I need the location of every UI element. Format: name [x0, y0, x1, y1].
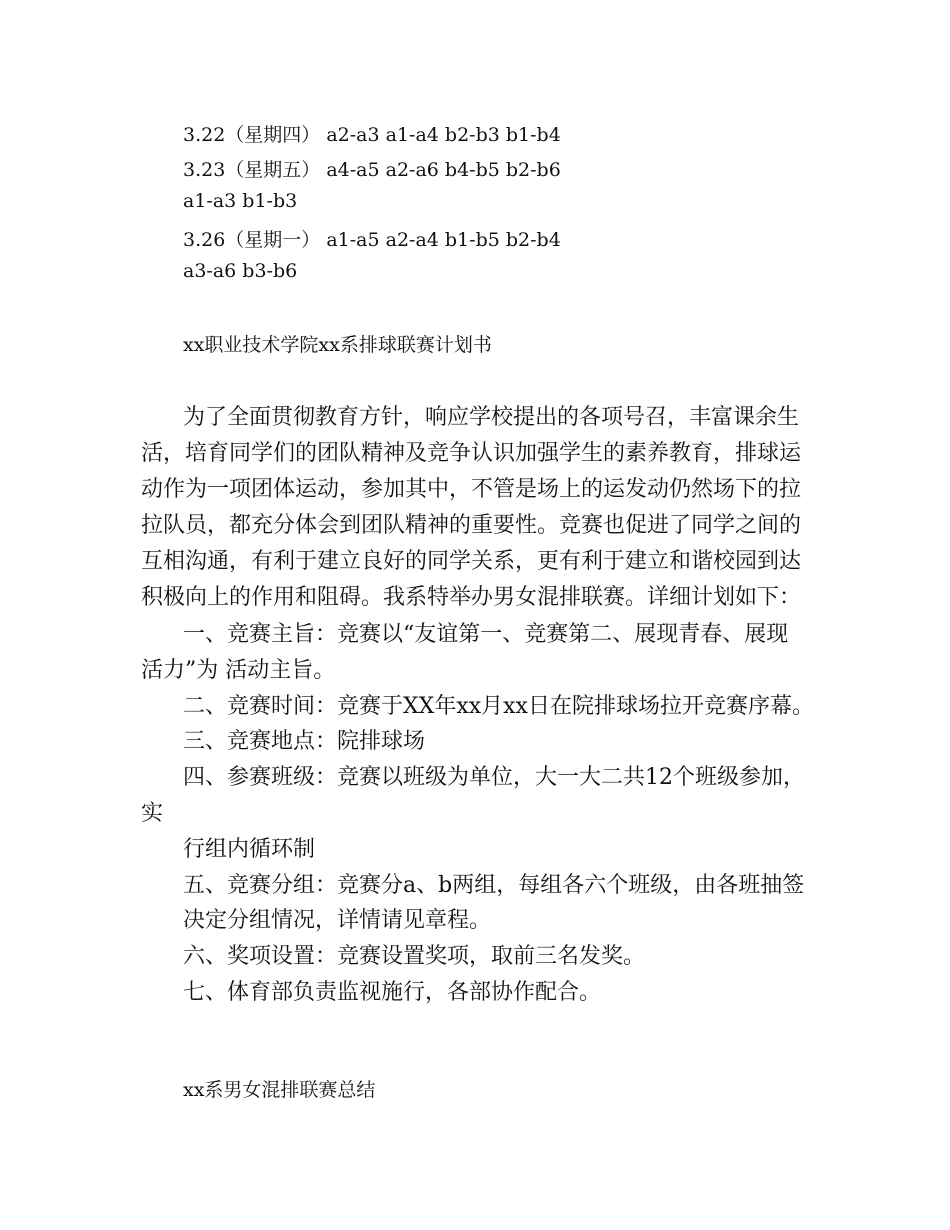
body-line: 积极向上的作用和阻碍。我系特举办男女混排联赛。详细计划如下： [141, 585, 802, 610]
body-line: 动作为一项团体运动，参加其中，不管是场上的运发动仍然场下的拉 [141, 477, 802, 502]
body-line: 三、竞赛地点：院排球场 [183, 729, 426, 754]
body-line: 实 [141, 801, 164, 826]
body-line: 决定分组情况，详情请见章程。 [183, 908, 492, 933]
body-line: 拉队员，都充分体会到团队精神的重要性。竞赛也促进了同学之间的 [141, 513, 802, 538]
body-line: 行组内循环制 [183, 837, 316, 862]
schedule-line: 3.26（星期一） a1-a5 a2-a4 b1-b5 b2-b4 [183, 229, 561, 251]
body-line: 活力”为 活动主旨。 [141, 658, 336, 683]
body-line: 二、竞赛时间：竞赛于XX年xx月xx日在院排球场拉开竞赛序幕。 [183, 694, 814, 719]
schedule-line: a3-a6 b3-b6 [183, 260, 298, 282]
body-line: 四、参赛班级：竞赛以班级为单位，大一大二共12个班级参加， [183, 765, 805, 790]
body-line: 五、竞赛分组：竞赛分a、b两组，每组各六个班级，由各班抽签 [183, 873, 805, 898]
body-line: 一、竞赛主旨：竞赛以“友谊第一、竞赛第二、展现青春、展现 [183, 622, 789, 647]
body-line: 六、奖项设置：竞赛设置奖项，取前三名发奖。 [183, 944, 646, 969]
schedule-line: 3.23（星期五） a4-a5 a2-a6 b4-b5 b2-b6 [183, 159, 561, 181]
body-line: 互相沟通，有利于建立良好的同学关系，更有利于建立和谐校园到达 [141, 549, 802, 574]
plan-title: xx职业技术学院xx系排球联赛计划书 [183, 334, 492, 356]
body-line: 为了全面贯彻教育方针，响应学校提出的各项号召，丰富课余生 [183, 405, 800, 430]
schedule-line: 3.22（星期四） a2-a3 a1-a4 b2-b3 b1-b4 [183, 124, 561, 146]
schedule-line: a1-a3 b1-b3 [183, 190, 298, 212]
body-line: 七、体育部负责监视施行，各部协作配合。 [183, 980, 602, 1005]
summary-title: xx系男女混排联赛总结 [183, 1079, 376, 1101]
body-line: 活，培育同学们的团队精神及竞争认识加强学生的素养教育，排球运 [141, 441, 802, 466]
